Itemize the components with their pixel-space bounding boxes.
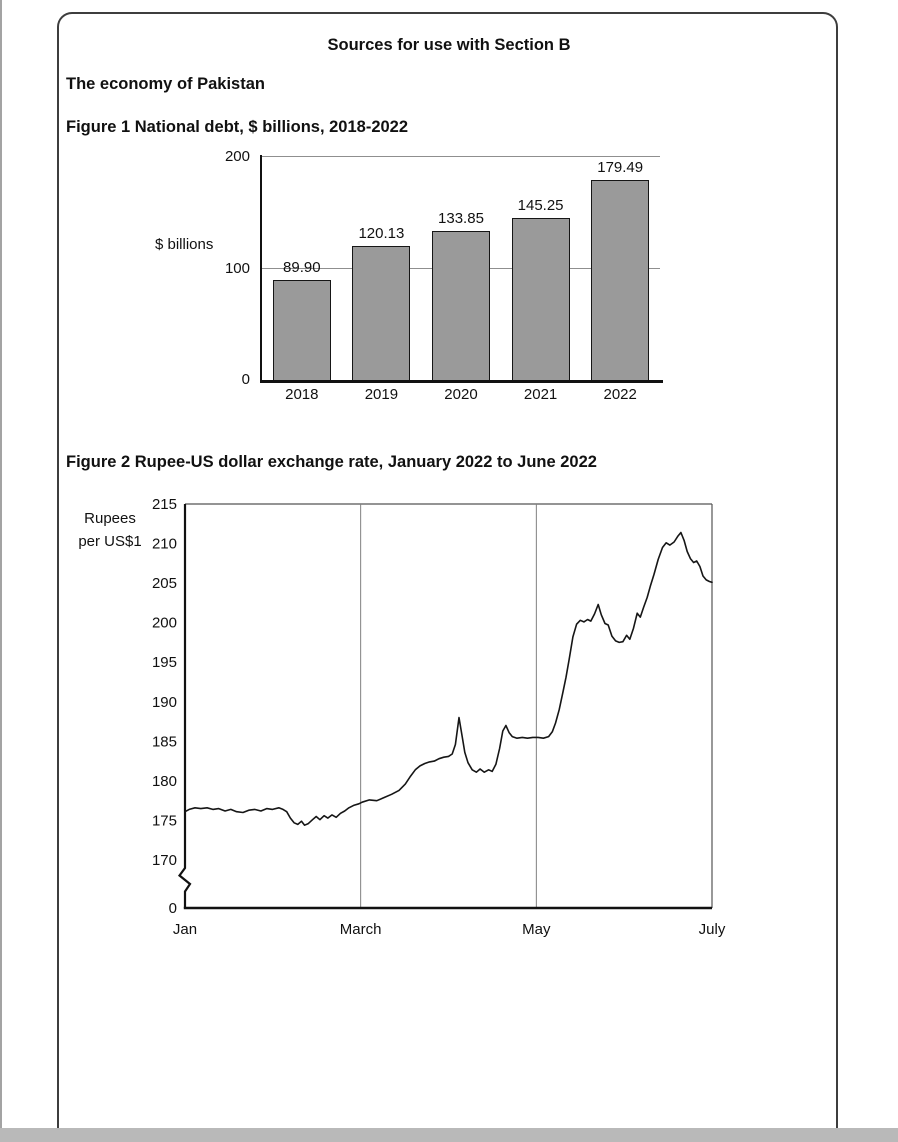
figure1-y-tick-label: 200 bbox=[224, 148, 250, 165]
section-title: Sources for use with Section B bbox=[327, 36, 571, 54]
figure2-y-axis-with-break bbox=[180, 504, 191, 908]
figure1-x-tick-label: 2019 bbox=[364, 386, 399, 403]
figure1-y-tick-label: 0 bbox=[241, 371, 250, 388]
figure2-y-zero-label: 0 bbox=[168, 900, 177, 917]
bar-value-label: 179.49 bbox=[597, 158, 644, 176]
figure2-y-axis-label: per US$1 bbox=[78, 533, 142, 550]
figure1-y-tick-label: 100 bbox=[224, 259, 250, 277]
figure2-y-tick-label: 175 bbox=[151, 812, 177, 830]
figure2-title: Figure 2 Rupee-US dollar exchange rate, January 2022 to June 2022 bbox=[66, 453, 597, 471]
figure2-y-tick-label: 205 bbox=[151, 575, 177, 593]
bar-2022 bbox=[591, 180, 649, 380]
figure1-bar-chart bbox=[224, 148, 660, 403]
figure2-y-tick-label: 210 bbox=[151, 535, 177, 553]
figure1-y-axis-label: $ billions bbox=[155, 236, 214, 253]
figure2-x-tick-label: March bbox=[339, 921, 382, 938]
figure2-x-tick-label: May bbox=[522, 921, 551, 938]
bar-value-label: 89.90 bbox=[283, 258, 321, 276]
figure2-y-tick-label: 190 bbox=[151, 693, 177, 711]
figure1-x-tick-label: 2018 bbox=[285, 386, 319, 403]
figure2-y-tick-label: 195 bbox=[151, 654, 177, 672]
figure2-x-tick-label: July bbox=[698, 921, 726, 938]
figure1-title: Figure 1 National debt, $ billions, 2018-2022 bbox=[66, 118, 409, 136]
page-bottom-strip bbox=[0, 1128, 898, 1142]
figure2-y-tick-label: 215 bbox=[151, 496, 177, 513]
figure2-x-tick-label: Jan bbox=[172, 921, 198, 938]
figure2-y-tick-label: 185 bbox=[151, 733, 177, 751]
bar-value-label: 120.13 bbox=[358, 225, 405, 243]
figure2-line-chart bbox=[0, 496, 898, 966]
figure1-x-tick-label: 2020 bbox=[444, 386, 478, 403]
figure2-y-tick-label: 200 bbox=[151, 614, 177, 632]
figure1-x-tick-label: 2022 bbox=[603, 386, 637, 403]
bar-2018 bbox=[273, 280, 331, 380]
topic-title: The economy of Pakistan bbox=[66, 75, 265, 93]
figure2-data-line bbox=[185, 533, 712, 826]
bar-2020 bbox=[432, 231, 490, 380]
bar-2019 bbox=[352, 246, 410, 380]
bar-2021 bbox=[512, 218, 570, 380]
figure1-gridline-200 bbox=[262, 156, 660, 157]
figure2-y-axis-label: Rupees bbox=[84, 510, 136, 527]
bar-value-label: 145.25 bbox=[517, 197, 564, 215]
figure1-x-axis bbox=[260, 380, 663, 383]
figure2-y-tick-label: 170 bbox=[151, 852, 177, 869]
figure2-y-tick-label: 180 bbox=[151, 772, 177, 790]
figure1-x-tick-label: 2021 bbox=[523, 386, 558, 403]
bar-value-label: 133.85 bbox=[438, 209, 484, 227]
